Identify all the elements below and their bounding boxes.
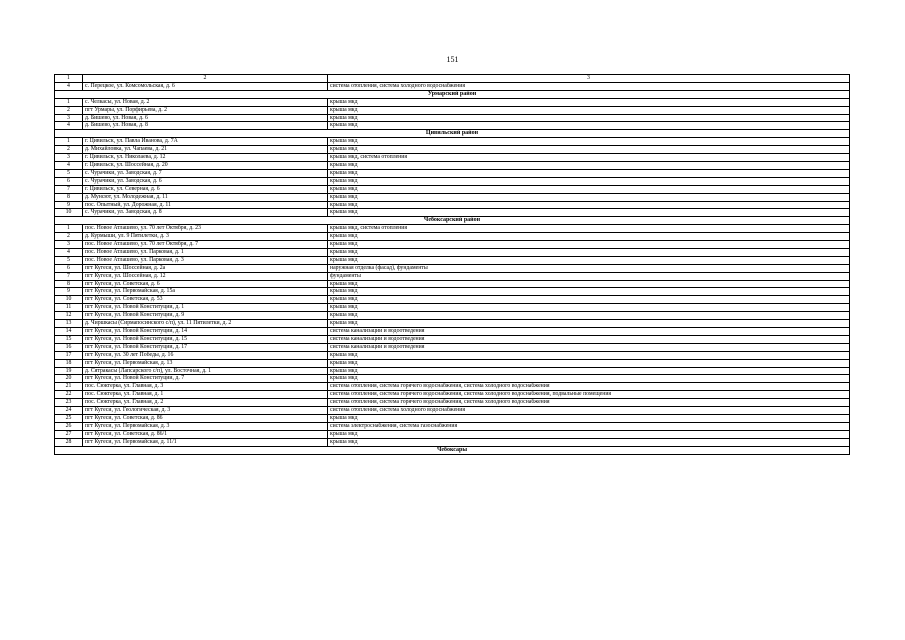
row-number: 7 (55, 185, 83, 193)
row-number: 21 (55, 383, 83, 391)
row-number: 3 (55, 114, 83, 122)
row-address: пгт Кугеси, ул. Шоссейная, д. 2а (83, 264, 328, 272)
row-works: крыша мкд (328, 98, 850, 106)
row-works: крыша мкд (328, 177, 850, 185)
row-works: система отопления, система холодного водоснабжения (328, 407, 850, 415)
row-number: 28 (55, 438, 83, 446)
section-row (55, 217, 850, 225)
table-row (55, 154, 850, 162)
row-works: крыша мкд (328, 288, 850, 296)
row-works: крыша мкд (328, 185, 850, 193)
row-address: пгт Кугеси, ул. Первомайская, д. 11/1 (83, 438, 328, 446)
row-address: пгт Кугеси, ул. Новой Конституции, д. 17 (83, 343, 328, 351)
row-address: пгт Кугеси, ул. Новой Конституции, д. 15 (83, 335, 328, 343)
header-col-2: 2 (83, 75, 328, 83)
table-row (55, 407, 850, 415)
row-address: пгт Кугеси, ул. Первомайская, д. 13 (83, 359, 328, 367)
table-row (55, 256, 850, 264)
row-address: пгт Кугеси, ул. Советская, д. 86/1 (83, 430, 328, 438)
row-address: г. Цивильск, ул. Павла Иванова, д. 7А (83, 138, 328, 146)
table-body (55, 75, 850, 455)
row-works: крыша мкд (328, 280, 850, 288)
table-row (55, 280, 850, 288)
row-number: 20 (55, 375, 83, 383)
row-number: 10 (55, 296, 83, 304)
row-works: крыша мкд (328, 241, 850, 249)
table-row (55, 82, 850, 90)
row-works: крыша мкд (328, 114, 850, 122)
header-row (55, 75, 850, 83)
row-address: пос. Опытный, ул. Дорожная, д. 11 (83, 201, 328, 209)
row-number: 3 (55, 154, 83, 162)
section-title: Чебоксарский район (55, 217, 850, 225)
row-number: 22 (55, 391, 83, 399)
row-works: система отопления, система горячего водоснабжения, система холодного водоснабжения (328, 383, 850, 391)
table-row (55, 296, 850, 304)
table-row (55, 383, 850, 391)
table-row (55, 248, 850, 256)
row-works: крыша мкд (328, 438, 850, 446)
section-row (55, 90, 850, 98)
row-address: пгт Кугеси, ул. Новой Конституции, д. 1 (83, 304, 328, 312)
table-row (55, 367, 850, 375)
row-address: с. Чурачики, ул. Заводская, д. 7 (83, 169, 328, 177)
section-row (55, 446, 850, 454)
row-number: 1 (55, 138, 83, 146)
table-row (55, 146, 850, 154)
row-number: 13 (55, 320, 83, 328)
section-title: Урмарский район (55, 90, 850, 98)
row-works: система электроснабжения, система газоснабжения (328, 422, 850, 430)
row-works: крыша мкд (328, 209, 850, 217)
row-number: 27 (55, 430, 83, 438)
table-row (55, 264, 850, 272)
row-number: 5 (55, 256, 83, 264)
row-works: система отопления, система горячего водоснабжения, система холодного водоснабжения, подвальные помещения (328, 391, 850, 399)
row-works: крыша мкд (328, 359, 850, 367)
row-address: пгт Кугеси, ул. Новой Конституции, д. 14 (83, 328, 328, 336)
row-address: д. Курмыши, ул. 9 Пятилетки, д. 3 (83, 233, 328, 241)
row-number: 9 (55, 201, 83, 209)
row-address: пгт Кугеси, ул. Советская, д. 6 (83, 280, 328, 288)
table-row (55, 304, 850, 312)
row-works: крыша мкд (328, 256, 850, 264)
table-row (55, 328, 850, 336)
row-number: 2 (55, 146, 83, 154)
table-row (55, 106, 850, 114)
row-works: крыша мкд (328, 414, 850, 422)
table-row (55, 312, 850, 320)
row-works: крыша мкд (328, 122, 850, 130)
row-works: крыша мкд (328, 367, 850, 375)
row-works: крыша мкд (328, 161, 850, 169)
row-works: система канализации и водоотведения (328, 328, 850, 336)
row-number: 1 (55, 98, 83, 106)
row-number: 16 (55, 343, 83, 351)
row-works: крыша мкд (328, 320, 850, 328)
row-address: с. Перецкое, ул. Комсомольская, д. 6 (83, 82, 328, 90)
table-row (55, 233, 850, 241)
table-row (55, 122, 850, 130)
row-works: крыша мкд (328, 312, 850, 320)
row-address: пгт Кугеси, ул. Геологическая, д. 3 (83, 407, 328, 415)
row-number: 9 (55, 288, 83, 296)
table-row (55, 422, 850, 430)
table-row (55, 343, 850, 351)
row-number: 4 (55, 248, 83, 256)
row-works: крыша мкд (328, 138, 850, 146)
row-works: крыша мкд (328, 375, 850, 383)
row-number: 4 (55, 82, 83, 90)
section-title: Цивильский район (55, 130, 850, 138)
row-address: пос. Новое Атлашево, ул. Парковая, д. 3 (83, 256, 328, 264)
table-row (55, 209, 850, 217)
table-row (55, 114, 850, 122)
row-number: 14 (55, 328, 83, 336)
row-works: система отопления, система холодного водоснабжения (328, 82, 850, 90)
row-address: пос. Новое Атлашево, ул. 70 лет Октября, д. 23 (83, 225, 328, 233)
table-row (55, 288, 850, 296)
row-address: пгт Кугеси, ул. Советская, д. 53 (83, 296, 328, 304)
row-works: система отопления, система горячего водоснабжения, система холодного водоснабжения (328, 399, 850, 407)
row-address: пгт Кугеси, ул. 30 лет Победы, д. 16 (83, 351, 328, 359)
row-number: 2 (55, 106, 83, 114)
row-works: крыша мкд (328, 296, 850, 304)
row-works: крыша мкд (328, 233, 850, 241)
row-works: крыша мкд (328, 304, 850, 312)
row-number: 1 (55, 225, 83, 233)
table-row (55, 201, 850, 209)
row-works: крыша мкд (328, 169, 850, 177)
row-works: крыша мкд (328, 351, 850, 359)
row-number: 19 (55, 367, 83, 375)
header-col-1: 1 (55, 75, 83, 83)
table-row (55, 185, 850, 193)
row-address: д. Сятракасы (Лапсарского с/п), ул. Восточная, д. 1 (83, 367, 328, 375)
table-row (55, 335, 850, 343)
row-works: крыша мкд (328, 201, 850, 209)
table-row (55, 375, 850, 383)
row-address: пгт Кугеси, ул. Советская, д. 86 (83, 414, 328, 422)
row-number: 5 (55, 169, 83, 177)
row-address: д. Чиршкасы (Сирмапосинского с/п), ул. 11 Пятилетки, д. 2 (83, 320, 328, 328)
row-address: пгт Кугеси, ул. Шоссейная, д. 12 (83, 272, 328, 280)
row-address: пгт Урмары, ул. Порфирьева, д. 2 (83, 106, 328, 114)
row-number: 23 (55, 399, 83, 407)
row-number: 3 (55, 241, 83, 249)
row-number: 2 (55, 233, 83, 241)
table-row (55, 438, 850, 446)
row-address: д. Бишево, ул. Новая, д. 8 (83, 122, 328, 130)
table-row (55, 98, 850, 106)
table-row (55, 161, 850, 169)
table-row (55, 272, 850, 280)
section-row (55, 130, 850, 138)
table-row (55, 177, 850, 185)
section-title: Чебоксары (55, 446, 850, 454)
row-address: г. Цивильск, ул. Северная, д. 6 (83, 185, 328, 193)
table-row (55, 359, 850, 367)
row-number: 25 (55, 414, 83, 422)
row-number: 7 (55, 272, 83, 280)
table-row (55, 391, 850, 399)
row-number: 26 (55, 422, 83, 430)
row-number: 17 (55, 351, 83, 359)
row-number: 12 (55, 312, 83, 320)
row-address: д. Мунсют, ул. Молодежная, д. 11 (83, 193, 328, 201)
table-row (55, 320, 850, 328)
table-row (55, 225, 850, 233)
row-works: крыша мкд (328, 146, 850, 154)
row-address: пос. Сюктерка, ул. Главная, д. 2 (83, 399, 328, 407)
page-number: 151 (446, 55, 459, 64)
row-works: крыша мкд (328, 430, 850, 438)
row-address: г. Цивильск, ул. Николаева, д. 12 (83, 154, 328, 162)
row-address: с. Чурачики, ул. Заводская, д. 8 (83, 209, 328, 217)
row-address: пгт Кугеси, ул. Первомайская, д. 3 (83, 422, 328, 430)
row-address: пгт Кугеси, ул. Новой Конституции, д. 9 (83, 312, 328, 320)
row-number: 24 (55, 407, 83, 415)
row-address: с. Чурачики, ул. Заводская, д. 6 (83, 177, 328, 185)
row-number: 15 (55, 335, 83, 343)
row-works: наружная отделка (фасад), фундаменты (328, 264, 850, 272)
row-works: система канализации и водоотведения (328, 335, 850, 343)
row-works: крыша мкд, система отопления (328, 154, 850, 162)
row-works: фундаменты (328, 272, 850, 280)
row-number: 8 (55, 193, 83, 201)
row-works: крыша мкд (328, 248, 850, 256)
row-works: система канализации и водоотведения (328, 343, 850, 351)
table-row (55, 399, 850, 407)
row-address: пос. Сюктерка, ул. Главная, д. 1 (83, 391, 328, 399)
row-number: 11 (55, 304, 83, 312)
row-address: с. Челкасы, ул. Новая, д. 2 (83, 98, 328, 106)
row-works: крыша мкд (328, 193, 850, 201)
table-row (55, 169, 850, 177)
row-address: пос. Новое Атлашево, ул. 70 лет Октября, д. 7 (83, 241, 328, 249)
row-number: 4 (55, 161, 83, 169)
row-number: 6 (55, 177, 83, 185)
row-address: д. Бишево, ул. Новая, д. 6 (83, 114, 328, 122)
header-col-3: 3 (328, 75, 850, 83)
table-row (55, 414, 850, 422)
row-number: 10 (55, 209, 83, 217)
row-works: крыша мкд (328, 106, 850, 114)
row-works: крыша мкд, система отопления (328, 225, 850, 233)
table-row (55, 430, 850, 438)
row-number: 18 (55, 359, 83, 367)
row-number: 4 (55, 122, 83, 130)
row-number: 6 (55, 264, 83, 272)
table-row (55, 241, 850, 249)
works-table (54, 74, 850, 455)
table-row (55, 351, 850, 359)
row-address: г. Цивильск, ул. Шоссейная, д. 20 (83, 161, 328, 169)
table-row (55, 138, 850, 146)
row-address: пос. Новое Атлашево, ул. Парковая, д. 1 (83, 248, 328, 256)
row-address: пгт Кугеси, ул. Первомайская, д. 15а (83, 288, 328, 296)
row-address: пос. Сюктерка, ул. Главная, д. 3 (83, 383, 328, 391)
row-address: д. Михайловка, ул. Чапаева, д. 21 (83, 146, 328, 154)
row-number: 8 (55, 280, 83, 288)
row-address: пгт Кугеси, ул. Новой Конституции, д. 7 (83, 375, 328, 383)
table-row (55, 193, 850, 201)
